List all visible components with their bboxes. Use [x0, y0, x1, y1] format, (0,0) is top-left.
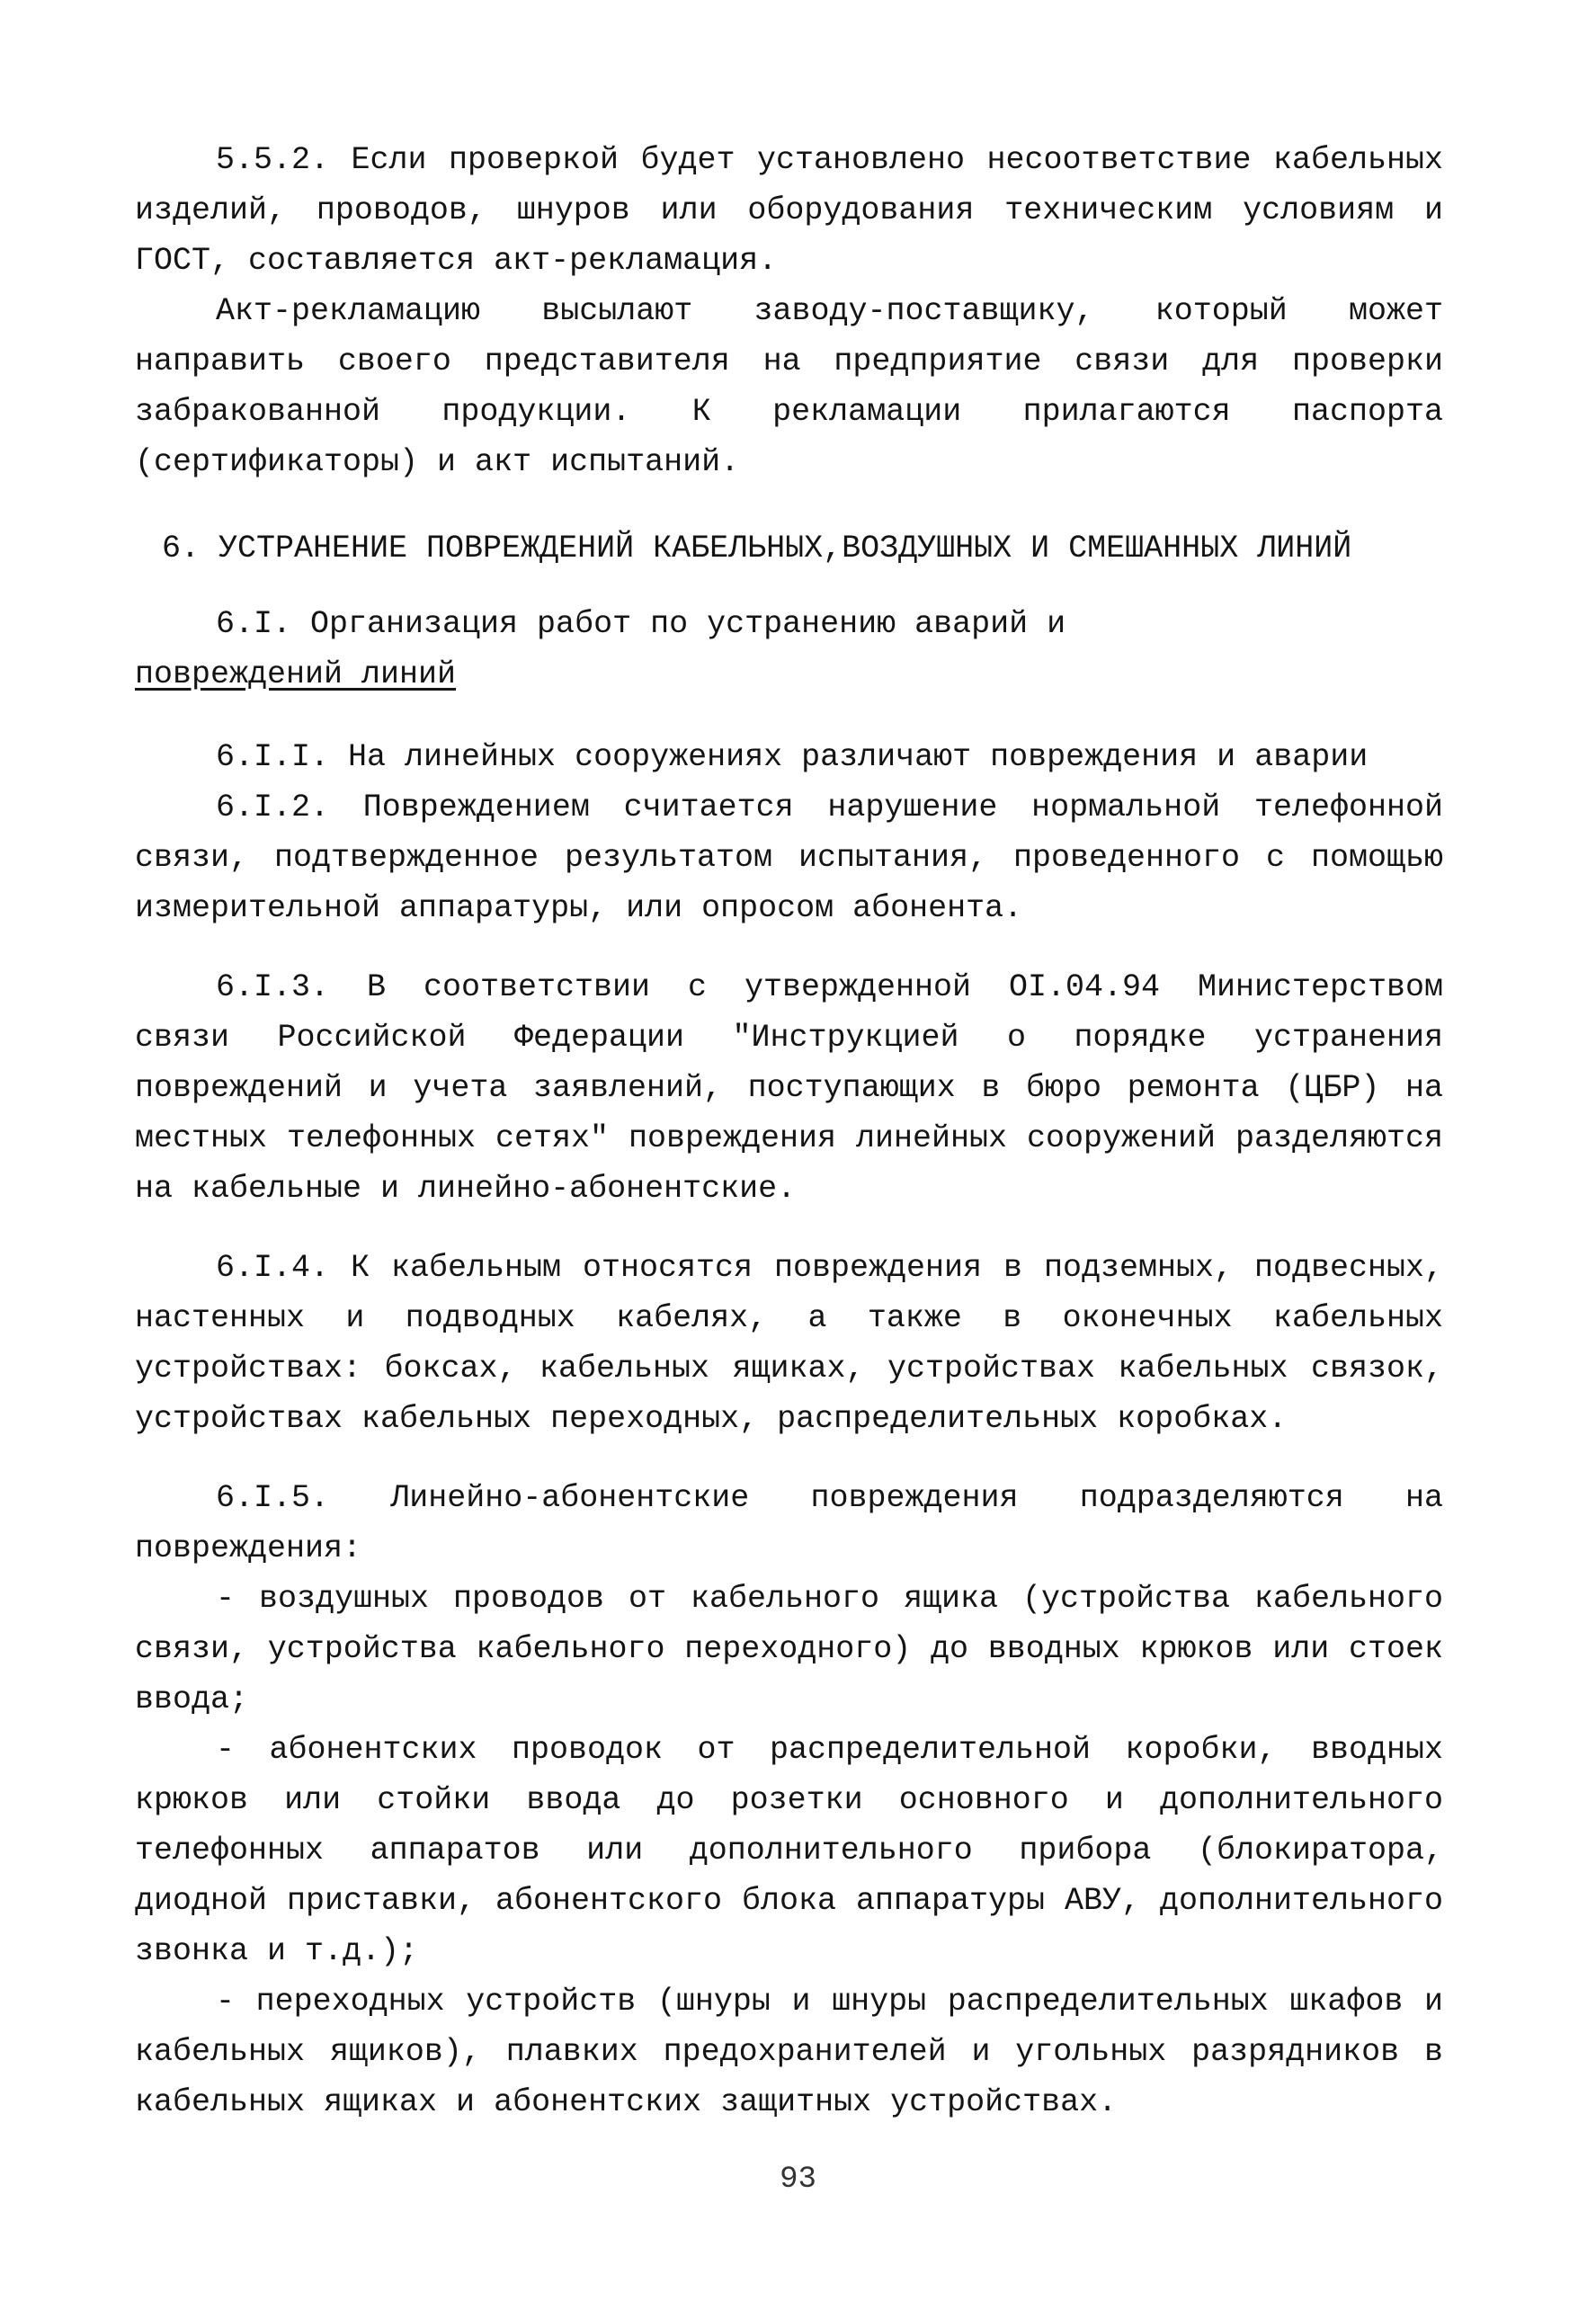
subsection-heading-line-1: 6.I. Организация работ по устранению аварий и [216, 606, 1066, 642]
list-item-overhead-wires: - воздушных проводов от кабельного ящика (устройства кабельного связи, устройства кабельного переходного) до вводных крюков или стоек ввода; [135, 1581, 1443, 1717]
subsection-heading-line-2: повреждений линий [135, 656, 457, 692]
list-item-transition-devices: - переходных устройств (шнуры и шнуры распределительных шкафов и кабельных ящиков), плавких предохранителей и угольных разрядников в кабельных ящиках и абонентских защитных устройствах. [135, 1984, 1443, 2120]
paragraph-6-1-5: 6.I.5. Линейно-абонентские повреждения подразделяются на повреждения: [135, 1480, 1443, 1566]
paragraph-5-5-2: 5.5.2. Если проверкой будет установлено несоответствие кабельных изделий, проводов, шнуров или оборудования техническим условиям и ГОСТ, составляется акт-рекламация. [135, 142, 1443, 279]
section-heading-6: 6. УСТРАНЕНИЕ ПОВРЕЖДЕНИЙ КАБЕЛЬНЫХ,ВОЗДУШНЫХ И СМЕШАННЫХ ЛИНИЙ [162, 531, 1352, 566]
paragraph-6-1-1: 6.I.I. На линейных сооружениях различают повреждения и аварии [216, 739, 1369, 775]
paragraph-5-5-2-claim: Акт-рекламацию высылают заводу-поставщику, который может направить своего представителя на предприятие связи для проверки забракованной продукции. К рекламации прилагаются паспорта (сертификаторы) и акт испытаний. [135, 293, 1443, 480]
paragraph-6-1-3: 6.I.3. В соответствии с утвержденной OI.04.94 Министерством связи Российской Федерации "Инструкцией о порядке устранения повреждений и учета заявлений, поступающих в бюро ремонта (ЦБР) на местных телефонных сетях" повреждения линейных сооружений разделяются на кабельные и линейно-абонентские. [135, 969, 1443, 1207]
page-number: 93 [780, 2163, 816, 2197]
subsection-heading-6-1 [135, 599, 1443, 700]
list-item-subscriber-wiring: - абонентских проводок от распределительной коробки, вводных крюков или стойки ввода до розетки основного и дополнительного телефонных аппаратов или дополнительного прибора (блокиратора, диодной приставки, абонентского блока аппаратуры АВУ, дополнительного звонка и т.д.); [135, 1732, 1443, 1969]
paragraph-6-1-4: 6.I.4. К кабельным относятся повреждения в подземных, подвесных, настенных и подводных кабелях, а также в оконечных кабельных устройствах: боксах, кабельных ящиках, устройствах кабельных связок, устройствах кабельных переходных, распределительных коробках. [135, 1250, 1443, 1437]
paragraph-6-1-2: 6.I.2. Повреждением считается нарушение нормальной телефонной связи, подтвержденное результатом испытания, проведенного с помощью измерительной аппаратуры, или опросом абонента. [135, 789, 1443, 926]
